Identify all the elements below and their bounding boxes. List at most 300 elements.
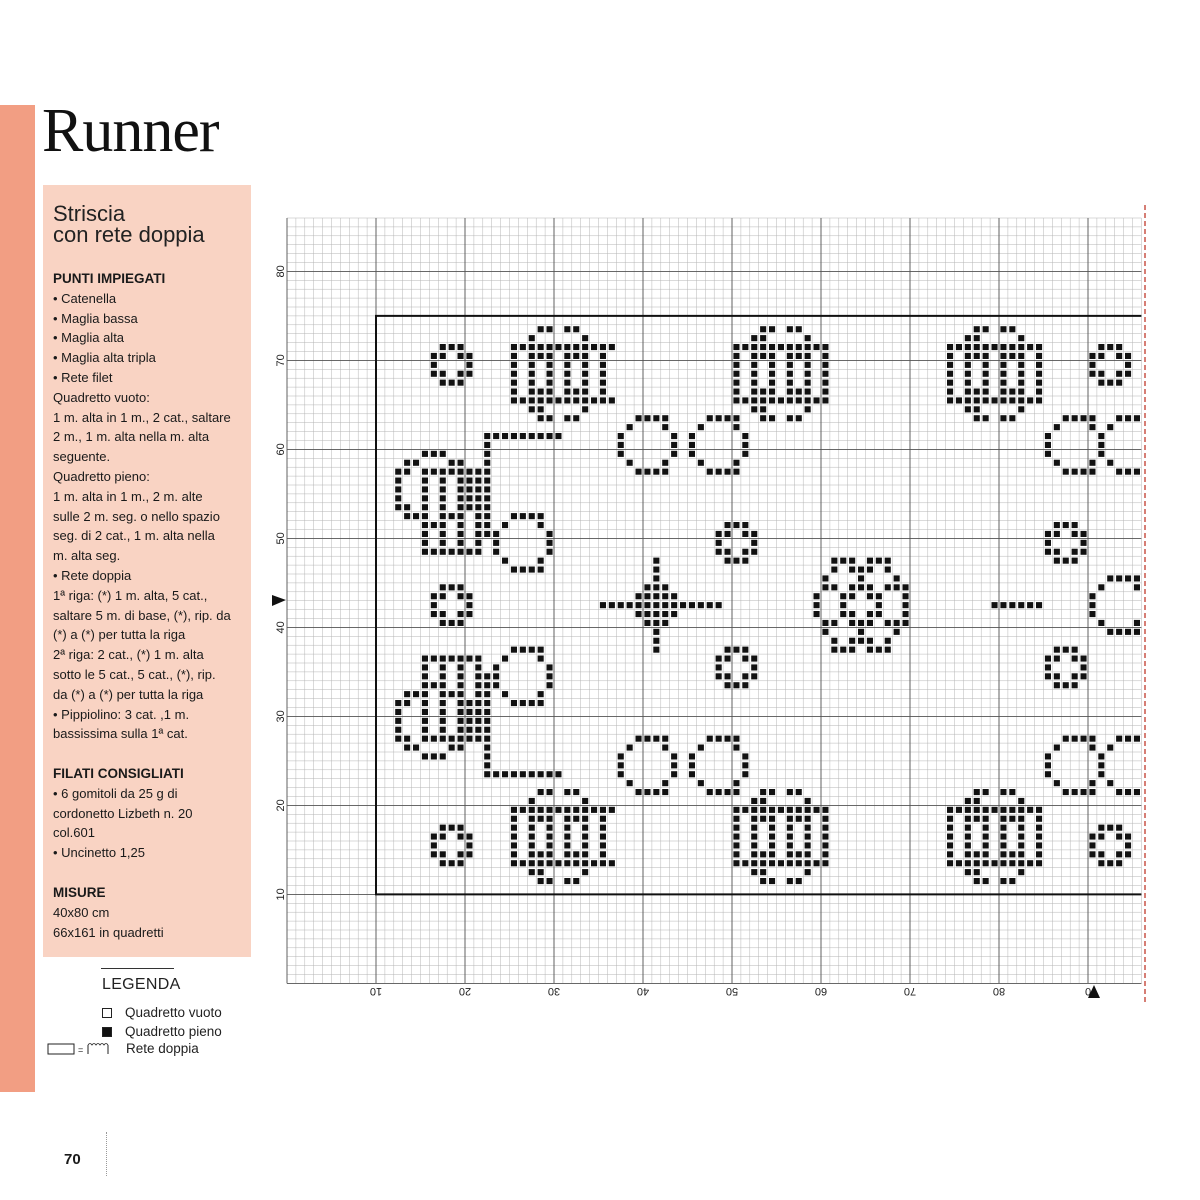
filled-cell — [458, 860, 464, 866]
filled-cell — [511, 371, 517, 377]
filled-cell — [466, 656, 472, 662]
filled-cell — [404, 460, 410, 466]
filled-cell — [742, 656, 748, 662]
filled-cell — [404, 700, 410, 706]
filled-cell — [947, 834, 953, 840]
filled-cell — [1081, 673, 1087, 679]
filled-cell — [1009, 816, 1015, 822]
filled-cell — [440, 593, 446, 599]
filled-cell — [742, 451, 748, 457]
filled-cell — [431, 469, 437, 475]
filled-cell — [1000, 807, 1006, 813]
filled-cell — [395, 718, 401, 724]
filled-cell — [449, 691, 455, 697]
filled-cell — [547, 531, 553, 537]
filled-cell — [769, 389, 775, 395]
filled-cell — [716, 673, 722, 679]
filled-cell — [484, 460, 490, 466]
filled-cell — [1000, 344, 1006, 350]
filled-cell — [564, 344, 570, 350]
filled-cell — [769, 344, 775, 350]
filled-cell — [1009, 344, 1015, 350]
filled-cell — [440, 584, 446, 590]
filled-cell — [733, 558, 739, 564]
filled-cell — [796, 326, 802, 332]
filled-cell — [1027, 602, 1033, 608]
filled-cell — [538, 406, 544, 412]
filled-cell — [573, 397, 579, 403]
filled-cell — [751, 664, 757, 670]
filled-cell — [778, 860, 784, 866]
filled-cell — [440, 718, 446, 724]
filled-cell — [787, 397, 793, 403]
filled-cell — [787, 326, 793, 332]
filled-cell — [760, 869, 766, 875]
filled-cell — [742, 753, 748, 759]
filled-cell — [422, 691, 428, 697]
row-marker-arrow-icon — [272, 595, 286, 606]
filled-cell — [1072, 789, 1078, 795]
filled-cell — [1018, 602, 1024, 608]
filled-cell — [582, 834, 588, 840]
filled-cell — [1000, 326, 1006, 332]
filled-cell — [1063, 682, 1069, 688]
section-line: 1ª riga: (*) 1 m. alta, 5 cat., — [53, 587, 208, 603]
filled-cell — [965, 344, 971, 350]
filled-cell — [760, 807, 766, 813]
filled-cell — [1107, 780, 1113, 786]
section-line: • 6 gomitoli da 25 g di — [53, 785, 178, 801]
filled-cell — [814, 602, 820, 608]
filled-cell — [1116, 851, 1122, 857]
filled-cell — [636, 593, 642, 599]
filled-cell — [458, 593, 464, 599]
section-line: • Uncinetto 1,25 — [53, 845, 145, 861]
filled-cell — [547, 540, 553, 546]
filled-cell — [1036, 825, 1042, 831]
filled-cell — [1063, 522, 1069, 528]
filled-cell — [547, 825, 553, 831]
filled-cell — [974, 798, 980, 804]
filled-cell — [876, 558, 882, 564]
section-line: Quadretto vuoto: — [53, 389, 150, 405]
filled-cell — [547, 664, 553, 670]
filled-cell — [475, 700, 481, 706]
filled-cell — [965, 371, 971, 377]
filled-cell — [618, 762, 624, 768]
filled-cell — [511, 647, 517, 653]
filled-cell — [662, 460, 668, 466]
filled-cell — [769, 380, 775, 386]
filled-cell — [511, 380, 517, 386]
filled-cell — [627, 745, 633, 751]
filled-cell — [733, 780, 739, 786]
filled-cell — [671, 451, 677, 457]
filled-cell — [1063, 647, 1069, 653]
filled-cell — [600, 816, 606, 822]
filled-cell — [484, 682, 490, 688]
filled-cell — [956, 860, 962, 866]
filled-cell — [760, 326, 766, 332]
filled-cell — [983, 415, 989, 421]
filled-cell — [431, 549, 437, 555]
filled-cell — [395, 504, 401, 510]
section-line: 1 m. alta in 1 m., 2 cat., saltare — [53, 409, 231, 425]
filled-cell — [698, 460, 704, 466]
filled-cell — [582, 816, 588, 822]
filled-cell — [947, 380, 953, 386]
filled-cell — [787, 825, 793, 831]
filled-cell — [493, 673, 499, 679]
filled-cell — [538, 513, 544, 519]
filled-cell — [1009, 851, 1015, 857]
filled-cell — [547, 380, 553, 386]
filled-cell — [458, 460, 464, 466]
filled-cell — [733, 834, 739, 840]
y-tick-label: 20 — [275, 799, 287, 812]
filled-cell — [965, 335, 971, 341]
filled-cell — [698, 745, 704, 751]
filled-cell — [1045, 549, 1051, 555]
filled-cell — [582, 389, 588, 395]
filled-cell — [1125, 842, 1131, 848]
filled-cell — [787, 842, 793, 848]
filled-cell — [449, 860, 455, 866]
filled-cell — [1081, 664, 1087, 670]
filled-cell — [805, 344, 811, 350]
filled-cell — [502, 433, 508, 439]
filled-cell — [466, 718, 472, 724]
filled-cell — [511, 344, 517, 350]
filled-cell — [822, 825, 828, 831]
filled-cell — [511, 353, 517, 359]
filled-cell — [1081, 736, 1087, 742]
filled-cell — [1063, 469, 1069, 475]
filled-cell — [992, 807, 998, 813]
filled-cell — [840, 611, 846, 617]
box-title-line-1: Striscia — [53, 201, 126, 226]
x-tick-label: 50 — [725, 985, 739, 997]
filled-cell — [751, 656, 757, 662]
filled-cell — [1116, 834, 1122, 840]
filled-cell — [1116, 380, 1122, 386]
filled-cell — [395, 727, 401, 733]
filled-cell — [1081, 656, 1087, 662]
filled-cell — [422, 522, 428, 528]
filled-cell — [538, 344, 544, 350]
filled-cell — [618, 451, 624, 457]
filled-cell — [582, 344, 588, 350]
filled-cell — [466, 478, 472, 484]
filled-cell — [769, 878, 775, 884]
filled-cell — [1125, 834, 1131, 840]
filled-cell — [600, 344, 606, 350]
filled-cell — [1018, 344, 1024, 350]
filled-cell — [440, 531, 446, 537]
filled-cell — [395, 736, 401, 742]
filled-cell — [662, 745, 668, 751]
filled-cell — [947, 807, 953, 813]
filled-cell — [466, 362, 472, 368]
filled-cell — [822, 380, 828, 386]
filled-cell — [440, 682, 446, 688]
filled-cell — [484, 736, 490, 742]
filled-cell — [822, 807, 828, 813]
filled-cell — [751, 389, 757, 395]
filled-cell — [751, 869, 757, 875]
filled-cell — [1018, 860, 1024, 866]
filled-cell — [609, 344, 615, 350]
filled-cell — [422, 656, 428, 662]
filled-cell — [466, 602, 472, 608]
filled-cell — [538, 700, 544, 706]
filled-cell — [1036, 851, 1042, 857]
filled-cell — [751, 825, 757, 831]
filled-cell — [449, 469, 455, 475]
filled-cell — [787, 851, 793, 857]
filled-cell — [733, 807, 739, 813]
filled-cell — [983, 397, 989, 403]
filled-cell — [636, 602, 642, 608]
filled-cell — [947, 389, 953, 395]
filled-cell — [689, 451, 695, 457]
filled-cell — [751, 673, 757, 679]
filled-cell — [805, 869, 811, 875]
filled-cell — [475, 486, 481, 492]
filled-cell — [698, 602, 704, 608]
filled-cell — [796, 860, 802, 866]
filled-cell — [547, 673, 553, 679]
filled-cell — [564, 807, 570, 813]
filled-cell — [564, 851, 570, 857]
filled-cell — [1116, 789, 1122, 795]
filled-cell — [458, 611, 464, 617]
filled-cell — [404, 745, 410, 751]
filled-cell — [582, 869, 588, 875]
filled-cell — [404, 469, 410, 475]
filled-cell — [805, 825, 811, 831]
filled-cell — [600, 825, 606, 831]
filled-cell — [502, 558, 508, 564]
filled-cell — [760, 851, 766, 857]
filled-cell — [760, 816, 766, 822]
filled-cell — [787, 380, 793, 386]
filled-cell — [458, 495, 464, 501]
filled-cell — [1018, 397, 1024, 403]
filled-cell — [458, 745, 464, 751]
filled-cell — [733, 745, 739, 751]
page-title: Runner — [42, 97, 219, 165]
filled-cell — [742, 860, 748, 866]
filled-cell — [493, 682, 499, 688]
filled-cell — [600, 353, 606, 359]
filled-cell — [1045, 531, 1051, 537]
filled-cell — [466, 842, 472, 848]
filled-cell — [547, 389, 553, 395]
filled-cell — [422, 540, 428, 546]
section-line: 1 m. alta in 1 m., 2 m. alte — [53, 488, 203, 504]
filled-cell — [538, 433, 544, 439]
filled-cell — [1098, 753, 1104, 759]
filled-cell — [1009, 415, 1015, 421]
filled-cell — [440, 656, 446, 662]
filled-cell — [582, 362, 588, 368]
filled-cell — [1027, 344, 1033, 350]
filled-cell — [885, 647, 891, 653]
filled-cell — [787, 362, 793, 368]
filled-cell — [547, 842, 553, 848]
filled-cell — [529, 869, 535, 875]
filled-cell — [822, 816, 828, 822]
filled-cell — [1072, 647, 1078, 653]
filled-cell — [1134, 736, 1140, 742]
filled-cell — [1054, 522, 1060, 528]
filled-cell — [822, 397, 828, 403]
filled-cell — [591, 807, 597, 813]
filled-cell — [511, 397, 517, 403]
section-line: Quadretto pieno: — [53, 468, 150, 484]
filled-cell — [511, 433, 517, 439]
filled-cell — [1027, 860, 1033, 866]
section-heading: FILATI CONSIGLIATI — [53, 766, 184, 781]
filled-cell — [876, 602, 882, 608]
filled-cell — [1081, 531, 1087, 537]
filled-cell — [894, 620, 900, 626]
filled-cell — [564, 860, 570, 866]
filled-cell — [822, 362, 828, 368]
filled-cell — [787, 353, 793, 359]
filled-cell — [564, 389, 570, 395]
filled-cell — [867, 638, 873, 644]
filled-cell — [733, 860, 739, 866]
filled-cell — [466, 593, 472, 599]
filled-cell — [440, 495, 446, 501]
filled-cell — [974, 860, 980, 866]
filled-cell — [600, 860, 606, 866]
filled-cell — [502, 771, 508, 777]
filled-cell — [796, 816, 802, 822]
filled-cell — [956, 807, 962, 813]
filled-cell — [573, 860, 579, 866]
filled-cell — [725, 558, 731, 564]
filled-cell — [742, 647, 748, 653]
filled-cell — [983, 371, 989, 377]
filled-cell — [413, 745, 419, 751]
filled-cell — [805, 851, 811, 857]
filled-cell — [733, 825, 739, 831]
filled-cell — [422, 486, 428, 492]
filled-cell — [484, 469, 490, 475]
filled-cell — [680, 602, 686, 608]
section-line: bassissima sulla 1ª cat. — [53, 726, 188, 742]
filled-cell — [1009, 353, 1015, 359]
filled-cell — [422, 664, 428, 670]
filled-cell — [1054, 780, 1060, 786]
filled-cell — [947, 362, 953, 368]
filled-cell — [609, 807, 615, 813]
filled-cell — [956, 397, 962, 403]
filled-cell — [778, 807, 784, 813]
filled-cell — [395, 486, 401, 492]
filled-cell — [1116, 371, 1122, 377]
filled-cell — [760, 397, 766, 403]
filled-cell — [520, 433, 526, 439]
filled-cell — [965, 397, 971, 403]
filled-cell — [511, 807, 517, 813]
filled-cell — [422, 504, 428, 510]
filled-cell — [671, 753, 677, 759]
filled-cell — [725, 789, 731, 795]
x-tick-label: 10 — [369, 985, 383, 997]
filled-cell — [644, 736, 650, 742]
filled-cell — [484, 451, 490, 457]
x-tick-label: 20 — [458, 985, 472, 997]
filled-cell — [965, 353, 971, 359]
filled-cell — [529, 353, 535, 359]
filled-cell — [1098, 433, 1104, 439]
filled-cell — [751, 335, 757, 341]
filled-cell — [1089, 834, 1095, 840]
filled-cell — [974, 816, 980, 822]
filled-cell — [805, 860, 811, 866]
section-line: (*) a (*) per tutta la riga — [53, 627, 186, 643]
filled-cell — [716, 789, 722, 795]
filled-cell — [662, 789, 668, 795]
filled-cell — [725, 522, 731, 528]
filled-cell — [484, 522, 490, 528]
filled-cell — [1063, 558, 1069, 564]
filled-cell — [733, 647, 739, 653]
y-tick-label: 10 — [275, 888, 287, 901]
y-tick-label: 60 — [275, 443, 287, 456]
filled-cell — [653, 593, 659, 599]
filled-cell — [1018, 353, 1024, 359]
filled-cell — [395, 495, 401, 501]
filled-cell — [431, 834, 437, 840]
filled-cell — [529, 371, 535, 377]
filled-cell — [947, 344, 953, 350]
filled-cell — [538, 647, 544, 653]
filled-cell — [769, 353, 775, 359]
filled-cell — [760, 389, 766, 395]
filled-cell — [814, 860, 820, 866]
filled-cell — [564, 326, 570, 332]
filled-cell — [769, 851, 775, 857]
filled-cell — [1036, 362, 1042, 368]
filled-cell — [600, 380, 606, 386]
filled-cell — [609, 860, 615, 866]
filled-cell — [458, 522, 464, 528]
filled-cell — [529, 397, 535, 403]
filled-cell — [1125, 469, 1131, 475]
filled-cell — [1081, 789, 1087, 795]
filled-cell — [974, 397, 980, 403]
filled-cell — [751, 798, 757, 804]
filled-cell — [707, 602, 713, 608]
filled-cell — [582, 397, 588, 403]
filled-cell — [1009, 397, 1015, 403]
filled-cell — [796, 851, 802, 857]
filled-cell — [1027, 397, 1033, 403]
filled-cell — [1018, 807, 1024, 813]
filled-cell — [831, 558, 837, 564]
filled-cell — [1107, 745, 1113, 751]
filled-cell — [431, 842, 437, 848]
filled-cell — [547, 860, 553, 866]
filled-cell — [547, 771, 553, 777]
filled-cell — [1098, 851, 1104, 857]
filled-cell — [449, 460, 455, 466]
